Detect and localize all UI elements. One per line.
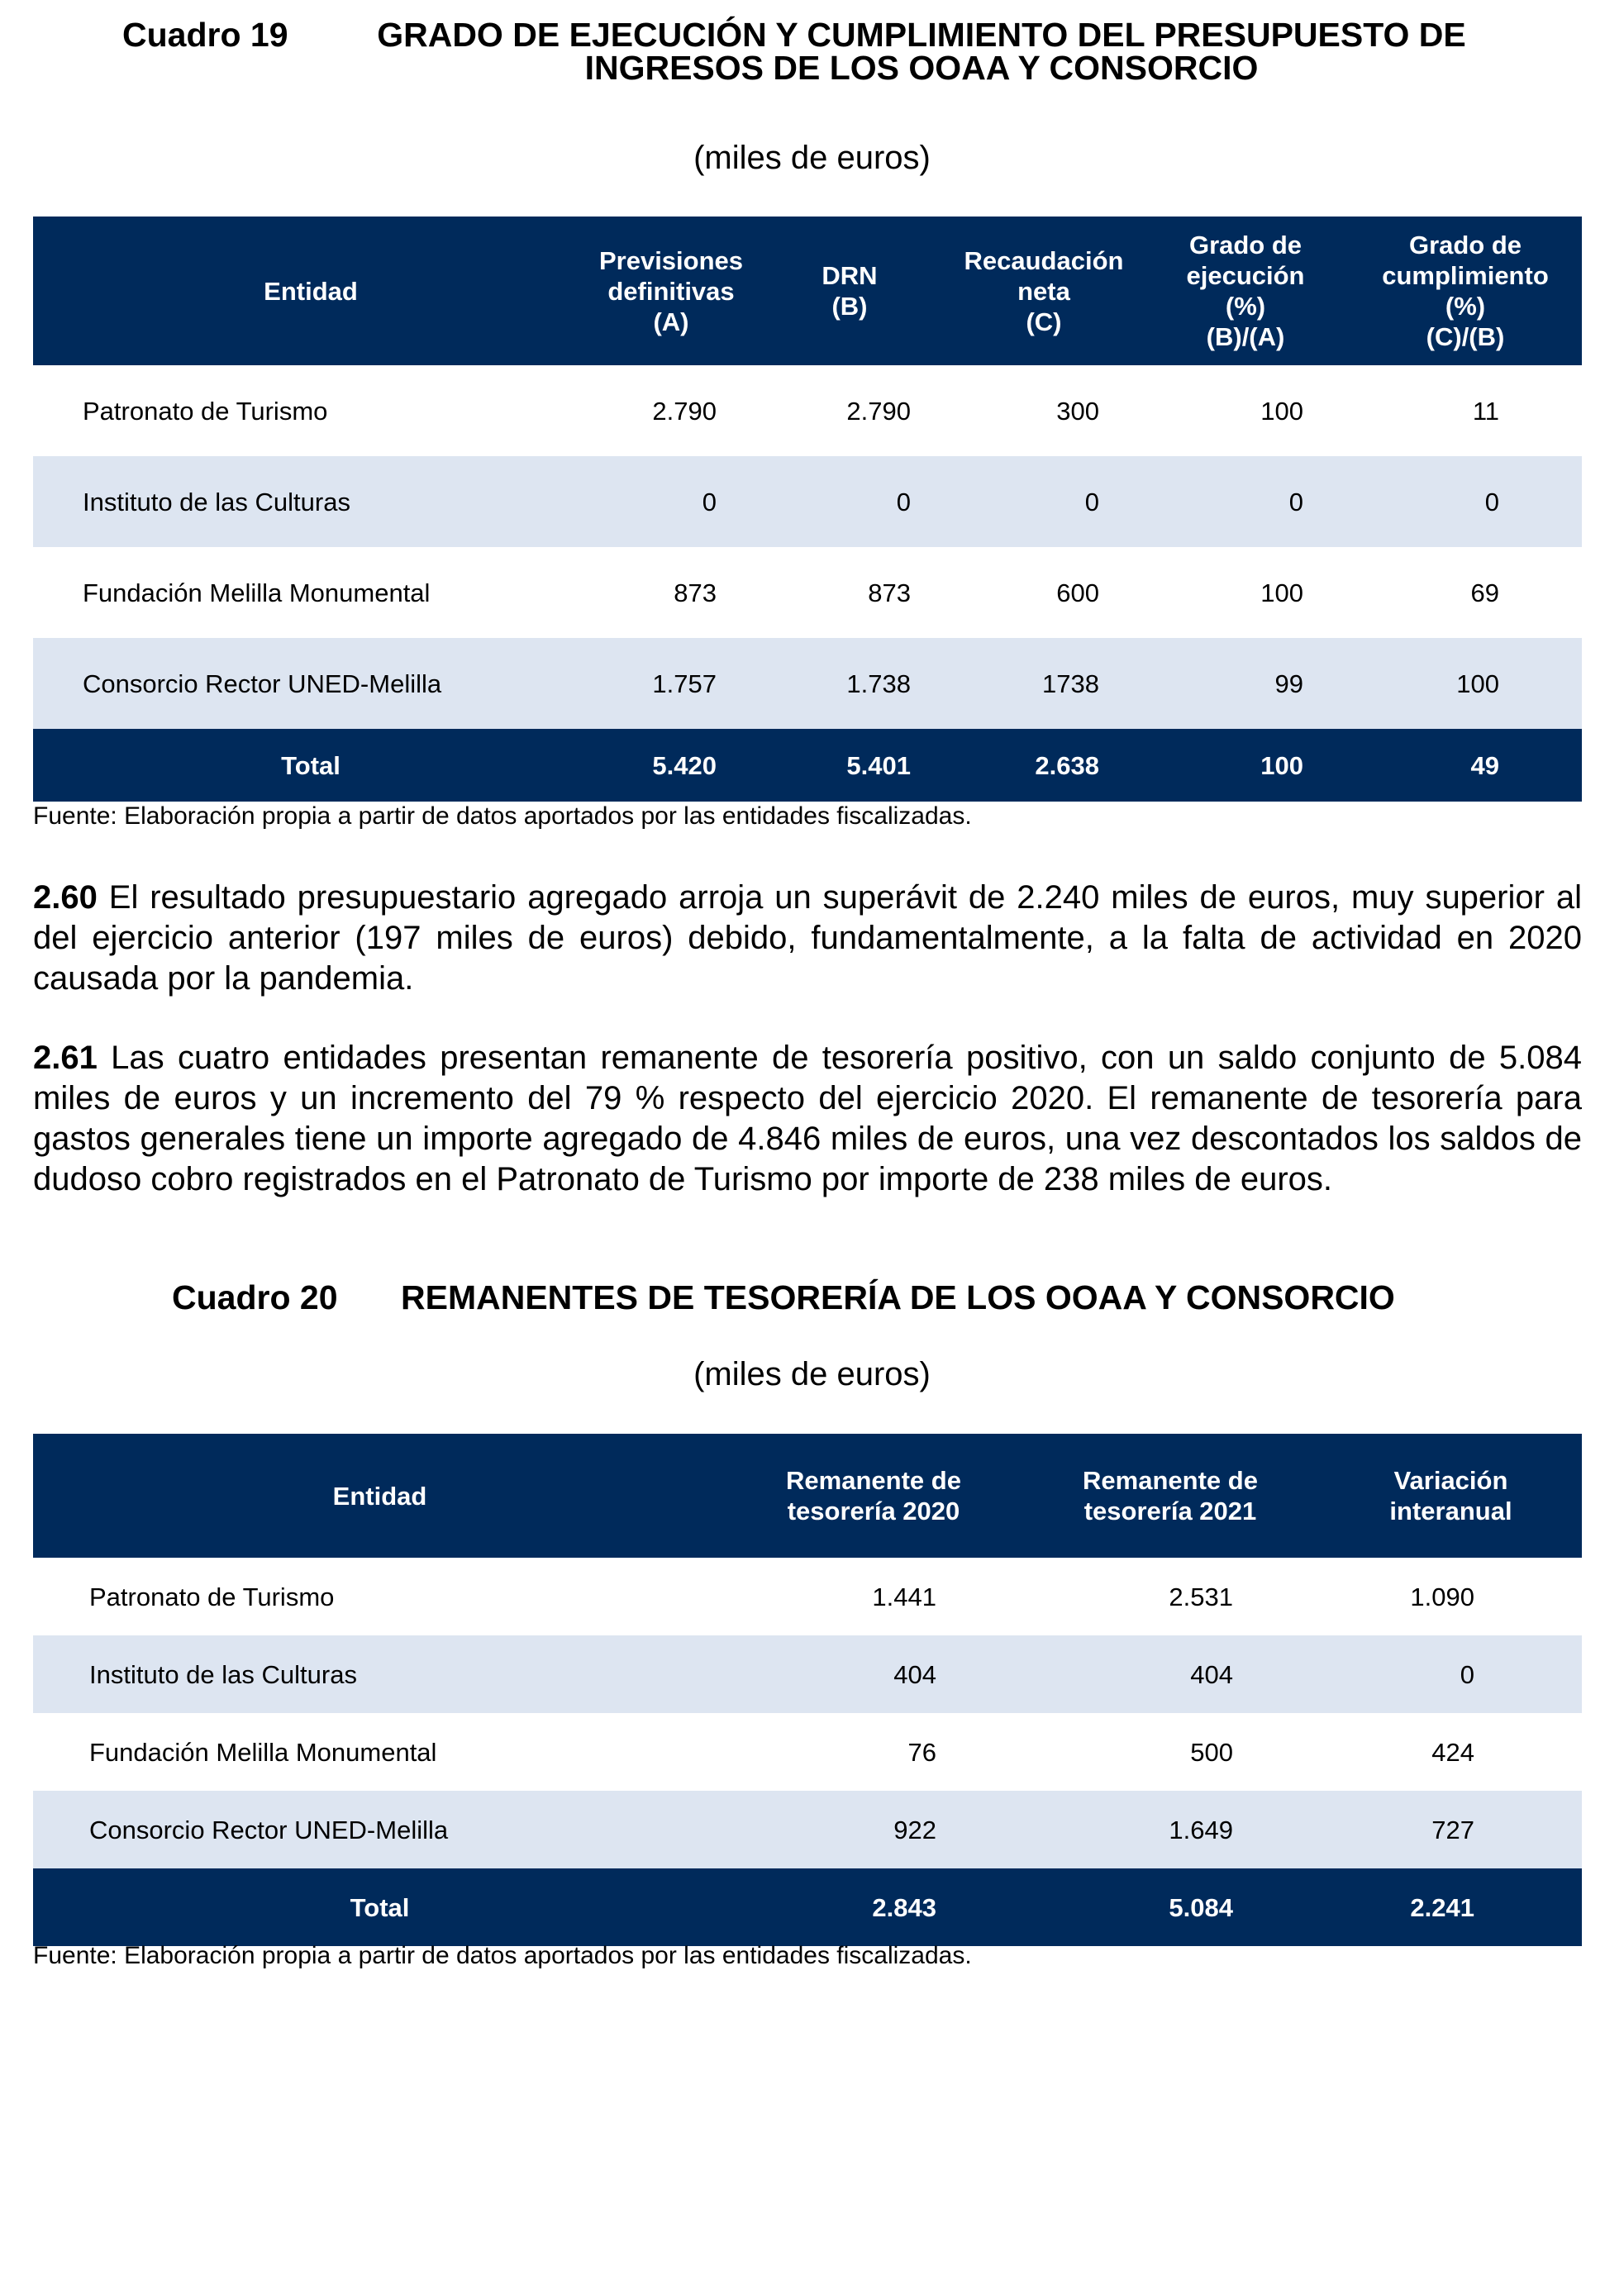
table-row [33, 1791, 1582, 1868]
header-recaudacion [945, 217, 1142, 365]
cuadro19-title: GRADO DE EJECUCIÓN Y CUMPLIMIENTO DEL PRESUPUESTO DE INGRESOS DE LOS OOAA Y CONSORCIO [377, 16, 1466, 87]
cell-total-label: Total [33, 1868, 726, 1946]
cuadro19-table [33, 217, 1582, 802]
header-previsiones [588, 217, 754, 365]
cell-remanente-2020: 922 [726, 1791, 1021, 1868]
cell-entidad: Patronato de Turismo [33, 365, 588, 456]
cell-remanente-2020: 76 [726, 1713, 1021, 1791]
header-grado-ejecucion [1142, 217, 1349, 365]
header-line: DRN [822, 261, 878, 290]
cell-drn: 0 [754, 456, 945, 547]
header-line: (%) [1445, 292, 1486, 321]
cell-cumplimiento: 69 [1349, 547, 1582, 638]
cuadro20-units: (miles de euros) [693, 1356, 931, 1392]
header-remanente-2021 [1021, 1434, 1320, 1558]
paragraph-text: Las cuatro entidades presentan remanente de tesorería positivo, con un saldo conjunto de 5.084 miles de euros y un incremento del 79 % respecto del ejercicio 2020. El remanente de tesorería para gastos generales tiene un importe agregado de 4.846 miles de euros, una vez descontados los saldos de dudoso cobro registrados en el Patronato de Turismo por importe de 238 miles de euros. [33, 1040, 1582, 1197]
cell-entidad: Consorcio Rector UNED-Melilla [33, 638, 588, 729]
header-line: (C) [1026, 307, 1062, 336]
cell-total-label: Total [33, 729, 588, 802]
cell-ejecucion: 0 [1142, 456, 1349, 547]
cell-previsiones: 2.790 [588, 365, 754, 456]
table-row [33, 547, 1582, 638]
cell-remanente-2020: 1.441 [726, 1558, 1021, 1635]
cell-entidad: Instituto de las Culturas [33, 456, 588, 547]
table-row [33, 456, 1582, 547]
header-line: ejecución [1186, 261, 1305, 290]
table-row [33, 1713, 1582, 1791]
header-line: interanual [1389, 1497, 1512, 1525]
paragraph-2-61 [33, 1038, 1582, 1200]
cell-drn: 873 [754, 547, 945, 638]
paragraph-number: 2.60 [33, 879, 98, 916]
header-line: tesorería 2021 [1083, 1497, 1257, 1525]
header-line: (%) [1225, 292, 1266, 321]
cell-previsiones: 873 [588, 547, 754, 638]
cuadro20-title: REMANENTES DE TESORERÍA DE LOS OOAA Y CONSORCIO [401, 1278, 1395, 1316]
header-entidad: Entidad [33, 1434, 726, 1558]
header-drn [754, 217, 945, 365]
cell-ejecucion: 99 [1142, 638, 1349, 729]
cell-total-remanente-2020: 2.843 [726, 1868, 1021, 1946]
table-row [33, 365, 1582, 456]
cell-total-drn: 5.401 [754, 729, 945, 802]
cell-drn: 2.790 [754, 365, 945, 456]
cuadro19-number: Cuadro 19 [122, 16, 288, 54]
cell-cumplimiento: 0 [1349, 456, 1582, 547]
cell-entidad: Fundación Melilla Monumental [33, 1713, 726, 1791]
header-line: (C)/(B) [1426, 322, 1505, 351]
cuadro20-table [33, 1434, 1582, 1946]
cell-total-remanente-2021: 5.084 [1021, 1868, 1320, 1946]
cell-variacion: 0 [1320, 1635, 1582, 1713]
cuadro20-source: Fuente: Elaboración propia a partir de datos aportados por las entidades fiscalizadas. [33, 1942, 972, 1969]
cell-total-ejecucion: 100 [1142, 729, 1349, 802]
header-line: Grado de [1188, 231, 1303, 259]
cell-remanente-2021: 404 [1021, 1635, 1320, 1713]
cuadro20-caption [0, 1278, 1624, 1317]
cell-ejecucion: 100 [1142, 365, 1349, 456]
header-remanente-2020 [726, 1434, 1021, 1558]
cell-entidad: Instituto de las Culturas [33, 1635, 726, 1713]
table-header-row [33, 217, 1582, 365]
header-grado-cumplimiento [1349, 217, 1582, 365]
cuadro19-units: (miles de euros) [693, 140, 931, 176]
header-line: (A) [653, 307, 689, 336]
header-line: cumplimiento [1382, 261, 1549, 290]
cell-ejecucion: 100 [1142, 547, 1349, 638]
cell-remanente-2021: 1.649 [1021, 1791, 1320, 1868]
header-entidad: Entidad [33, 217, 588, 365]
header-variacion [1320, 1434, 1582, 1558]
header-line: (B)/(A) [1206, 322, 1285, 351]
paragraph-number: 2.61 [33, 1040, 98, 1076]
header-line: Recaudación [964, 245, 1124, 275]
header-line: tesorería 2020 [787, 1497, 960, 1525]
cell-variacion: 727 [1320, 1791, 1582, 1868]
cuadro19-source: Fuente: Elaboración propia a partir de datos aportados por las entidades fiscalizadas. [33, 802, 972, 830]
cell-recaudacion: 600 [945, 547, 1142, 638]
header-line: neta [1017, 276, 1070, 306]
paragraph-2-60 [33, 878, 1582, 999]
table-row [33, 1635, 1582, 1713]
table-row [33, 1558, 1582, 1635]
cuadro20-number: Cuadro 20 [172, 1278, 338, 1316]
header-line: Remanente de [1083, 1466, 1258, 1495]
cell-drn: 1.738 [754, 638, 945, 729]
cell-variacion: 424 [1320, 1713, 1582, 1791]
header-line: Grado de [1408, 231, 1522, 259]
cell-total-recaudacion: 2.638 [945, 729, 1142, 802]
cell-total-variacion: 2.241 [1320, 1868, 1582, 1946]
table-row [33, 638, 1582, 729]
header-line: Variación [1393, 1466, 1508, 1495]
paragraph-text: El resultado presupuestario agregado arroja un superávit de 2.240 miles de euros, muy superior al del ejercicio anterior (197 miles de euros) debido, fundamentalmente, a la falta de actividad en 2020 causada por la pandemia. [33, 879, 1582, 997]
cell-recaudacion: 1738 [945, 638, 1142, 729]
table-header-row [33, 1434, 1582, 1558]
table-total-row [33, 1868, 1582, 1946]
cell-remanente-2021: 500 [1021, 1713, 1320, 1791]
cell-recaudacion: 300 [945, 365, 1142, 456]
header-line: definitivas [607, 276, 735, 306]
header-line: (B) [831, 292, 868, 321]
header-line: Remanente de [786, 1466, 961, 1495]
cell-entidad: Consorcio Rector UNED-Melilla [33, 1791, 726, 1868]
cell-remanente-2021: 2.531 [1021, 1558, 1320, 1635]
header-line: Previsiones [598, 245, 744, 275]
cell-cumplimiento: 100 [1349, 638, 1582, 729]
cell-variacion: 1.090 [1320, 1558, 1582, 1635]
table-total-row [33, 729, 1582, 802]
cell-remanente-2020: 404 [726, 1635, 1021, 1713]
cell-total-previsiones: 5.420 [588, 729, 754, 802]
cell-entidad: Patronato de Turismo [33, 1558, 726, 1635]
cell-total-cumplimiento: 49 [1349, 729, 1582, 802]
cell-cumplimiento: 11 [1349, 365, 1582, 456]
cuadro19-caption [0, 18, 1624, 93]
cell-entidad: Fundación Melilla Monumental [33, 547, 588, 638]
cell-previsiones: 1.757 [588, 638, 754, 729]
cell-recaudacion: 0 [945, 456, 1142, 547]
cell-previsiones: 0 [588, 456, 754, 547]
